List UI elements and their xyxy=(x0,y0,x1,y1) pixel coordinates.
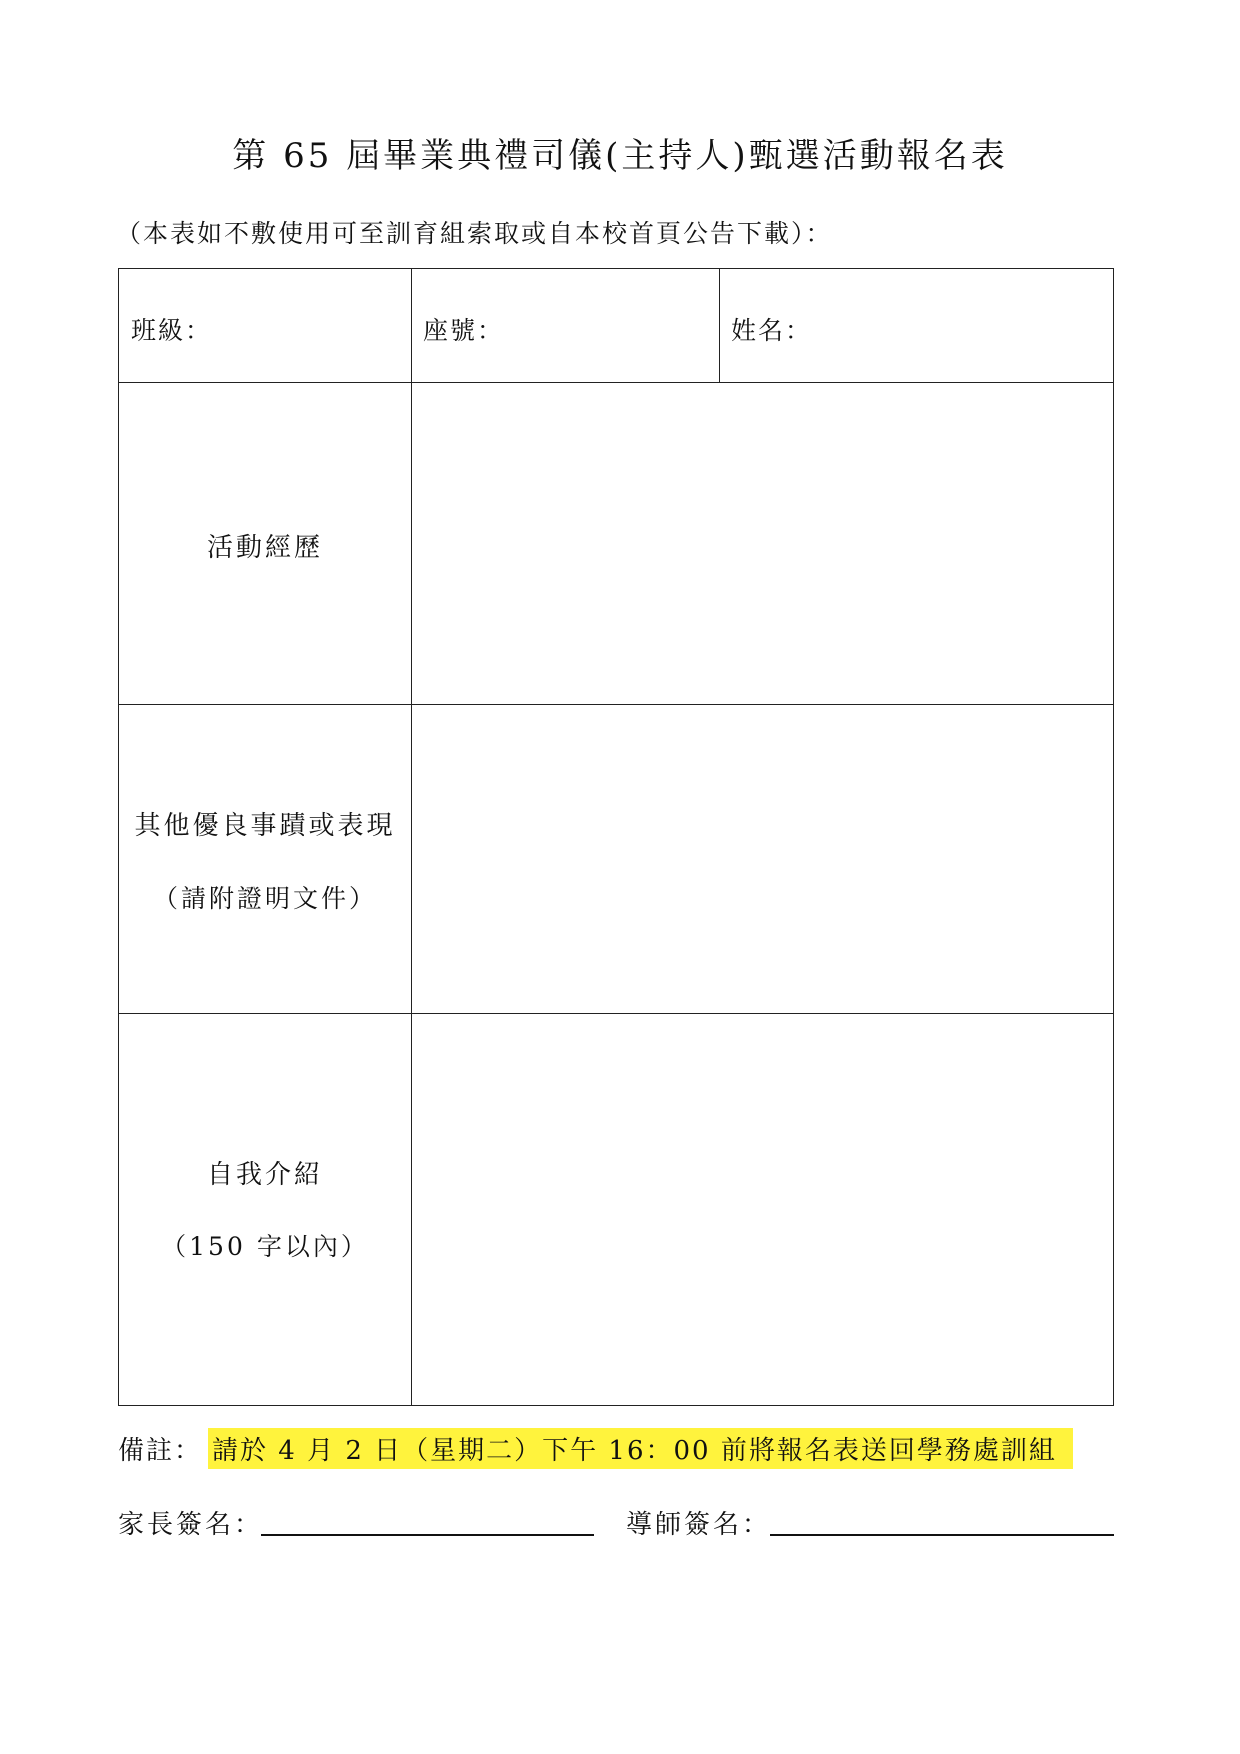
signature-area xyxy=(118,1504,1114,1554)
seat-number-field[interactable] xyxy=(423,311,504,347)
form-subtitle: （本表如不敷使用可至訓育組索取或自本校首頁公告下載）： xyxy=(116,219,833,248)
registration-table xyxy=(118,268,1114,1406)
column-divider xyxy=(719,269,720,382)
activity-experience-label: 活動經歷 xyxy=(206,533,323,563)
row-divider xyxy=(119,704,1113,705)
achievements-label: 其他優良事蹟或表現 xyxy=(134,811,396,841)
parent-signature-label: 家長簽名： xyxy=(118,1510,264,1540)
deadline-highlight: 請於 4 月 2 日（星期二）下午 16：00 前將報名表送回學務處訓組 xyxy=(208,1428,1073,1469)
remark-prefix: 備註： xyxy=(118,1436,203,1466)
activity-experience-field[interactable] xyxy=(413,384,1113,703)
row-divider xyxy=(119,382,1113,383)
self-intro-sublabel: （150 字以內） xyxy=(161,1232,369,1261)
class-field[interactable] xyxy=(131,311,212,347)
achievements-field[interactable] xyxy=(413,706,1113,1012)
name-label: 姓名： xyxy=(731,316,813,345)
seat-number-label: 座號： xyxy=(423,316,505,345)
column-divider xyxy=(411,269,412,1405)
teacher-signature-label: 導師簽名： xyxy=(626,1510,772,1540)
achievements-sublabel: （請附證明文件） xyxy=(152,884,377,913)
remark xyxy=(118,1428,1073,1469)
class-label: 班級： xyxy=(131,316,213,345)
row-divider xyxy=(119,1013,1113,1014)
self-intro-label: 自我介紹 xyxy=(206,1160,323,1190)
parent-signature-line[interactable] xyxy=(261,1534,594,1536)
form-title: 第 65 屆畢業典禮司儀(主持人)甄選活動報名表 xyxy=(232,136,1008,176)
name-field[interactable] xyxy=(731,311,812,347)
teacher-signature-line[interactable] xyxy=(770,1534,1114,1536)
self-intro-field[interactable] xyxy=(413,1015,1113,1405)
